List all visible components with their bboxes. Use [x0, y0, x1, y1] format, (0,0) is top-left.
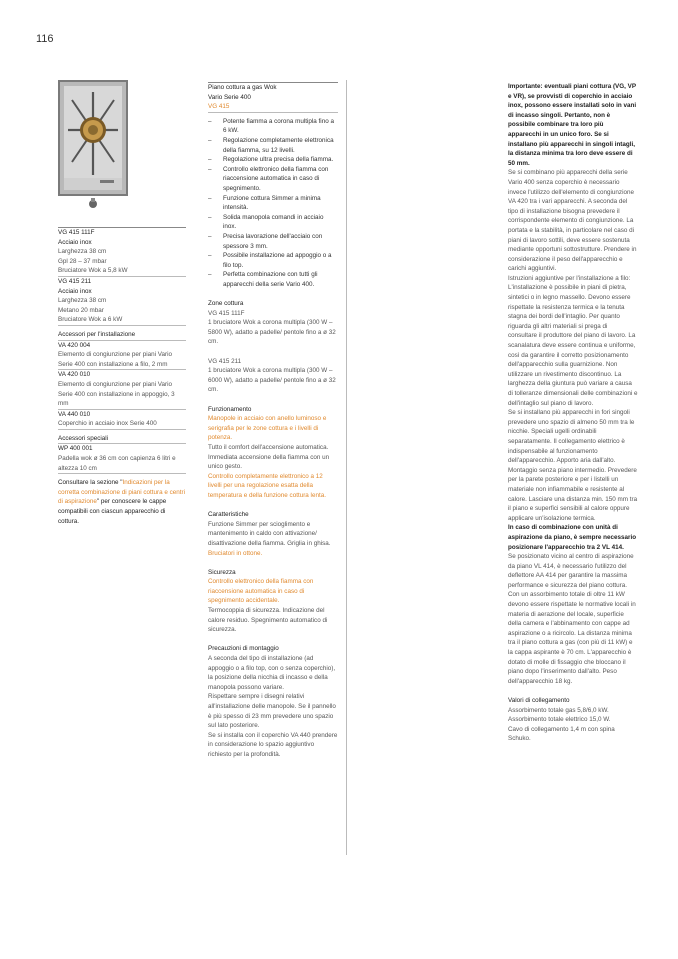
- model1-code: VG 415 111F: [58, 229, 95, 236]
- feature-item: – Solida manopola comandi in acciaio inox.: [208, 213, 338, 232]
- mounting-text: Se si installa con il coperchio VA 440 prendere in considerazione lo spazio aggiuntivo richiesto per la profondità.: [208, 731, 338, 758]
- values-line: Assorbimento totale elettrico 15,0 W.: [508, 716, 611, 724]
- model1-material: Acciaio inox: [58, 238, 92, 246]
- feature-item: – Regolazione completamente elettronica della fiamma, su 12 livelli.: [208, 136, 338, 155]
- product-series: Vario Serie 400: [208, 93, 251, 101]
- features-highlight: Bruciatori in ottone.: [208, 549, 263, 557]
- values-title: Valori di collegamento: [508, 697, 570, 704]
- feature-item: – Possibile installazione ad appoggio o a filo top.: [208, 251, 338, 270]
- values-line: Cavo di collegamento 1,4 m con spina Schuko.: [508, 725, 615, 743]
- safety-highlight: Controllo elettronico della fiamma con riaccensione automatica in caso di spegnimento accidentale.: [208, 578, 314, 605]
- zones-title: Zone cottura: [208, 300, 244, 308]
- model2-line: Metano 20 mbar: [58, 306, 104, 314]
- accessory-desc: Coperchio in acciaio inox Serie 400: [58, 420, 157, 428]
- zone-model: VG 415 111F: [208, 309, 245, 317]
- install-text: L'installazione è possibile in piani di pietra, sintetici o in legno massello. Devono essere rispettate la resistenza termica e la tenuta stagna dei bordi dell'intaglio. Per quanto riguarda gli altri materiali si prega di consultare il produttore del piano di lavoro. La scanalatura deve essere continua e uniforme, così da garantire il corretto posizionamento dell'apparecchio sulla guarnizione. Non utilizzare un rivestimento discontinuo. La larghezza della giuntura può variare a causa di tolleranze dimensionali delle combinazioni e dell'intaglio sul piano di lavoro.: [508, 284, 638, 407]
- model2-material: Acciaio inox: [58, 287, 92, 295]
- install-text: Se posizionato vicino al centro di aspirazione da piano VL 414, è necessario l'utilizzo del deflettore AA 414 per garantire la massima performance e sicurezza del piano cottura. Con un assorbimento totale di oltre 11 kW devono essere rispettate le normative locali in materia di aerazione del locale, superficie della camera e l'abbinamento con cappe ad aspirazione o a ricircolo. La distanza minima tra il piano cottura a gas (con più di 11 kW) e la cappa aspirante è 70 cm. L'apparecchio è dotato di molle di fissaggio che bloccano il piano dopo l'inserimento dall'alto. Peso dell'apparecchio 18 kg.: [508, 553, 636, 685]
- feature-item: – Potente fiamma a corona multipla fino a 6 kW.: [208, 117, 338, 136]
- accessory-code: VA 420 004: [58, 341, 91, 349]
- function-text: Tutto il comfort dell'accensione automatica. Immediata accensione della fiamma con un unico gesto.: [208, 443, 330, 471]
- features-title: Caratteristiche: [208, 511, 249, 519]
- values-line: Assorbimento totale gas 5,8/6,0 kW.: [508, 706, 609, 714]
- column-installation: [508, 82, 638, 744]
- install-text: Se si combinano più apparecchi della serie Vario 400 senza coperchio è necessario invece l'utilizzo dell'elemento di congiunzione VA 420 tra i vari apparecchi. A seconda del tipo di installazione bisogna prevedere il corrispondente elemento di congiunzione. La portata e la stabilità, in particolare nel caso di piani di lavoro sottili, deve essere sostenuta mediante opportuni sottostrutture. Prendere in considerazione il peso dell'apparecchio e carichi aggiuntivi.: [508, 169, 637, 273]
- special-code: WP 400 001: [58, 445, 93, 453]
- function-title: Funzionamento: [208, 405, 252, 413]
- model1-line: Bruciatore Wok a 5,8 kW: [58, 267, 128, 275]
- zone-desc: 1 bruciatore Wok a corona multipla (300 W – 5800 W), adatto a padelle/ pentole fino a ø 32 cm.: [208, 319, 336, 346]
- function-highlight: Manopole in acciaio con anello luminoso e serigrafia per le zone cottura e i livelli di potenza.: [208, 415, 327, 442]
- combination-link[interactable]: Indicazioni per la corretta combinazione di piani cottura e centri di aspirazione: [58, 479, 186, 506]
- feature-item: – Funzione cottura Simmer a minima intensità.: [208, 194, 338, 213]
- aspiration-note: In caso di combinazione con unità di aspirazione da piano, è sempre necessario posizionare l'apparecchio tra 2 VL 414.: [508, 524, 637, 551]
- product-image: [58, 80, 128, 210]
- feature-list: [208, 117, 338, 290]
- model2-line: Larghezza 38 cm: [58, 297, 107, 305]
- model2-line: Bruciatore Wok a 6 kW: [58, 316, 123, 324]
- zone-model: VG 415 211: [208, 357, 242, 365]
- column-description: [208, 82, 338, 760]
- combination-note: Consultare la sezione "Indicazioni per la corretta combinazione di piani cottura e centri di aspirazione" per conoscere le cappe compatibili con ciascun apparecchio di cottura.: [58, 479, 186, 525]
- accessory-code: VA 440 010: [58, 410, 91, 418]
- column-models: [58, 227, 186, 526]
- install-text: Se si installano più apparecchi in fori singoli prevedere uno spazio di almeno 50 mm tra le nicchie. Speciali ugelli ordinabili separatamente. Il collegamento elettrico è indispensabile al funzionamento dell'apparecchio. Apporto aria dall'alto. Montaggio senza piano intermedio. Prevedere per la parete posteriore e per i listelli un materiale non infiammabile e resistente al calore. Lasciare una distanza min. 150 mm tra il piano e superfici sensibili al calore oppure applicare un'isolazione termica.: [508, 409, 638, 522]
- mounting-text: Rispettare sempre i disegni relativi all'installazione delle manopole. Se il pannello è più spesso di 23 mm prevedere uno spazio sul lato posteriore.: [208, 693, 336, 730]
- column-divider: [346, 80, 347, 855]
- feature-item: – Controllo elettronico della fiamma con riaccensione automatica in caso di spegnimento.: [208, 165, 338, 194]
- function-highlight: Controllo completamente elettronico a 12 livelli per una regolazione esatta della temperatura e della funzione cottura lenta.: [208, 472, 326, 499]
- model1-line: Gpl 28 – 37 mbar: [58, 257, 107, 265]
- mounting-title: Precauzioni di montaggio: [208, 645, 279, 653]
- safety-title: Sicurezza: [208, 568, 236, 576]
- special-desc: Padella wok ø 36 cm con capienza 6 litri e altezza 10 cm: [58, 455, 176, 472]
- feature-item: – Precisa lavorazione dell'acciaio con spessore 3 mm.: [208, 232, 338, 251]
- safety-text: Termocoppia di sicurezza. Indicazione del calore residuo. Spegnimento automatico di sicurezza.: [208, 607, 328, 634]
- product-model: VG 415: [208, 103, 230, 111]
- feature-item: – Perfetta combinazione con tutti gli apparecchi della serie Vario 400.: [208, 270, 338, 289]
- product-title: Piano cottura a gas Wok: [208, 84, 277, 91]
- accessory-desc: Elemento di congiunzione per piani Vario Serie 400 con installazione a filo, 2 mm: [58, 351, 172, 368]
- accessory-code: VA 420 010: [58, 371, 91, 379]
- model1-line: Larghezza 38 cm: [58, 248, 107, 256]
- install-text: Istruzioni aggiuntive per l'installazione a filo:: [508, 274, 631, 282]
- mounting-text: A seconda del tipo di installazione (ad appoggio o a filo top, con o senza coperchio), la posizione della nicchia di incasso e della manopola possono variare.: [208, 655, 336, 691]
- page-number: 116: [36, 33, 54, 45]
- feature-item: – Regolazione ultra precisa della fiamma.: [208, 155, 338, 165]
- important-note: Importante: eventuali piani cottura (VG, VP e VR), se provvisti di coperchio in acciaio inox, possono essere installati solo in vani di incasso singoli. Pertanto, non è possibile combinare tra loro più apparecchi in un unico foro. Se si installano più apparecchi in singoli intagli, la distanza minima tra loro deve essere di 50 mm.: [508, 83, 637, 167]
- zone-desc: 1 bruciatore Wok a corona multipla (300 W – 6000 W), adatto a padelle/ pentole fino a ø 32 cm.: [208, 367, 336, 394]
- special-title: Accessori speciali: [58, 434, 109, 442]
- accessories-title: Accessori per l'installazione: [58, 330, 136, 338]
- model2-code: VG 415 211: [58, 277, 92, 285]
- features-text: Funzione Simmer per scioglimento e mantenimento in caldo con attivazione/ disattivazione della fiamma. Griglia in ghisa.: [208, 520, 331, 547]
- accessory-desc: Elemento di congiunzione per piani Vario Serie 400 con installazione in appoggio, 3 mm: [58, 380, 175, 408]
